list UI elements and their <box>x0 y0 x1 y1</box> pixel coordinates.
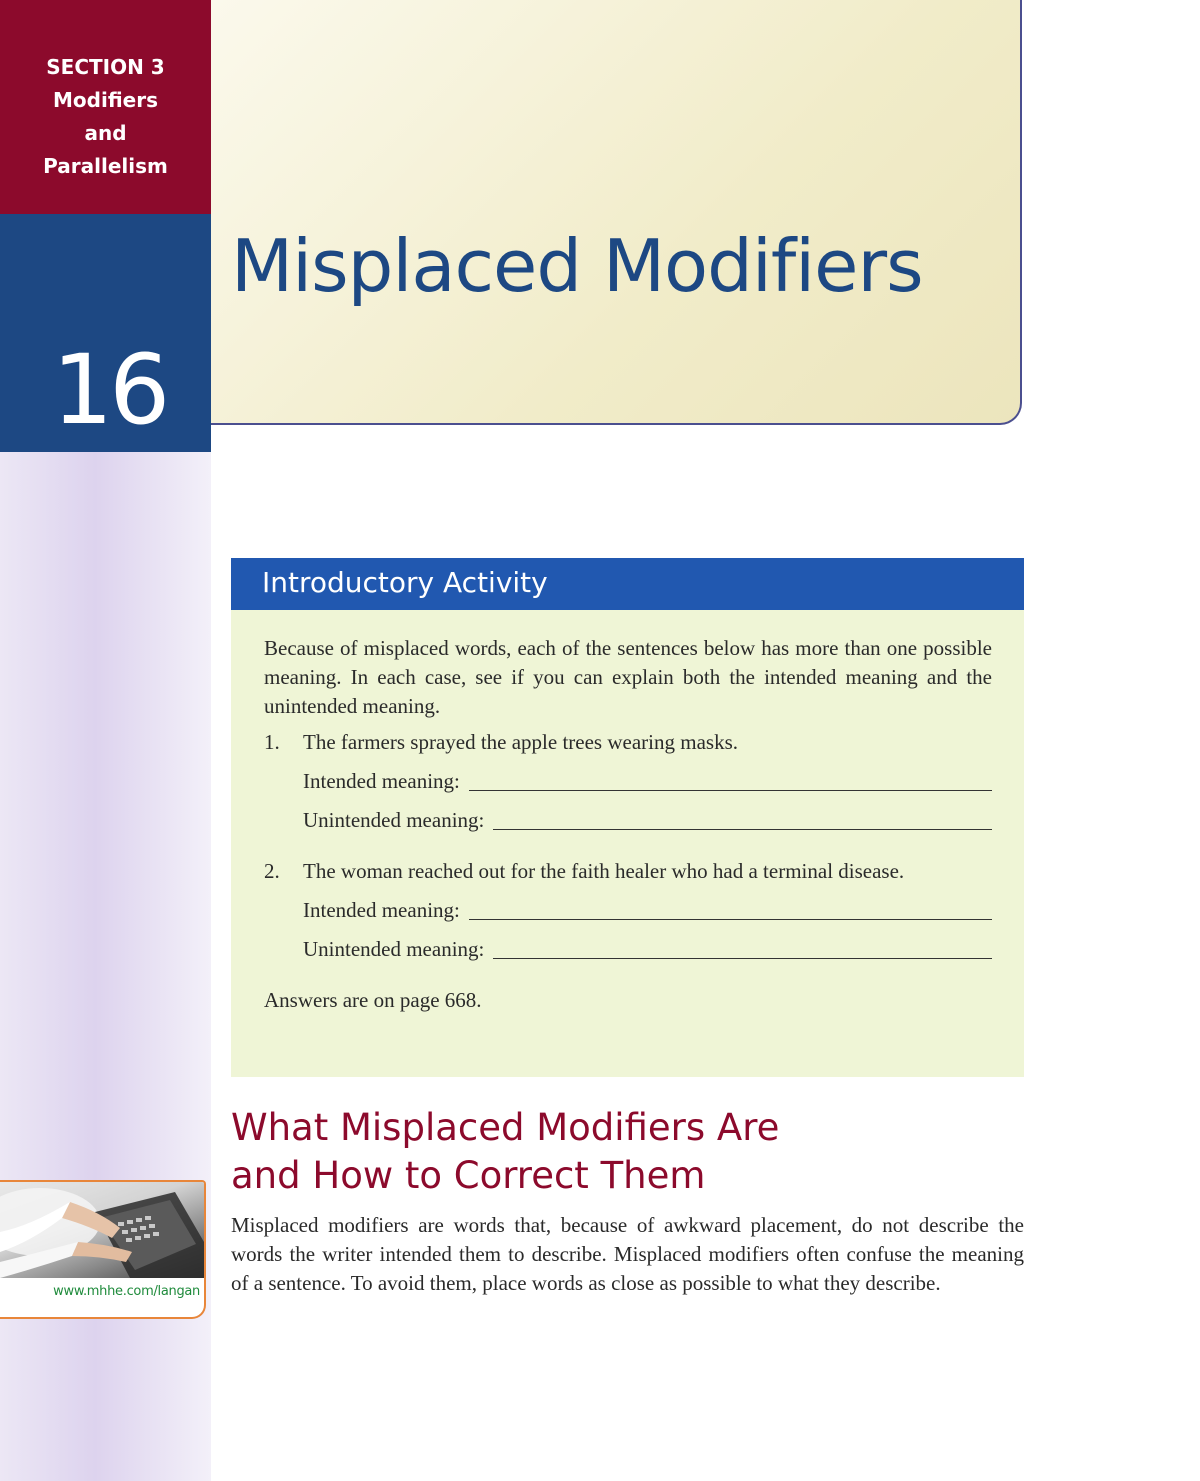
laptop-typing-photo <box>0 1182 204 1278</box>
section-tab <box>0 0 211 214</box>
activity-header: Introductory Activity <box>231 558 1024 610</box>
unintended-meaning-row <box>303 806 992 835</box>
section-heading <box>231 1104 1024 1200</box>
exercise-number: 1. <box>264 730 280 754</box>
chapter-title-panel <box>211 0 1022 425</box>
web-resource-box[interactable] <box>0 1180 206 1319</box>
intended-meaning-blank[interactable] <box>469 772 992 791</box>
intended-meaning-blank[interactable] <box>469 901 992 920</box>
section-heading-line-1: What Misplaced Modifiers Are <box>231 1106 780 1149</box>
unintended-meaning-blank[interactable] <box>493 811 992 830</box>
exercise-item-1 <box>264 728 992 835</box>
chapter-number: 16 <box>52 334 167 446</box>
sidebar-strip <box>0 452 211 1481</box>
unintended-meaning-label: Unintended meaning: <box>303 808 485 832</box>
laptop-photo-icon <box>0 1182 204 1278</box>
section-title-line-2: and <box>84 121 127 145</box>
answers-note: Answers are on page 668. <box>264 988 482 1012</box>
web-url-link[interactable]: www.mhhe.com/langan <box>53 1284 200 1299</box>
intended-meaning-row <box>303 896 992 925</box>
section-heading-line-2: and How to Correct Them <box>231 1154 706 1197</box>
section-title-line-3: Parallelism <box>43 154 168 178</box>
exercise-item-2 <box>264 857 992 964</box>
body-paragraph: Misplaced modifiers are words that, because of awkward placement, do not describe the words the writer intended them to describe. Misplaced modifiers often confuse the meaning of a sentence. To avoid them, place words as close as possible to what they describe. <box>231 1213 1024 1295</box>
chapter-title: Misplaced Modifiers <box>231 224 923 308</box>
intended-meaning-row <box>303 767 992 796</box>
section-label: SECTION 3 <box>46 55 165 79</box>
exercise-sentence: The farmers sprayed the apple trees wearing masks. <box>303 730 738 754</box>
unintended-meaning-row <box>303 935 992 964</box>
activity-box <box>231 610 1024 1077</box>
intended-meaning-label: Intended meaning: <box>303 769 460 793</box>
exercise-sentence: The woman reached out for the faith healer who had a terminal disease. <box>303 859 905 883</box>
intended-meaning-label: Intended meaning: <box>303 898 460 922</box>
unintended-meaning-blank[interactable] <box>493 940 992 959</box>
section-title-line-1: Modifiers <box>53 88 158 112</box>
unintended-meaning-label: Unintended meaning: <box>303 937 485 961</box>
exercise-number: 2. <box>264 859 280 883</box>
activity-intro: Because of misplaced words, each of the sentences below has more than one possible meaning. In each case, see if you can explain both the intended meaning and the unintended meaning. <box>264 636 992 718</box>
